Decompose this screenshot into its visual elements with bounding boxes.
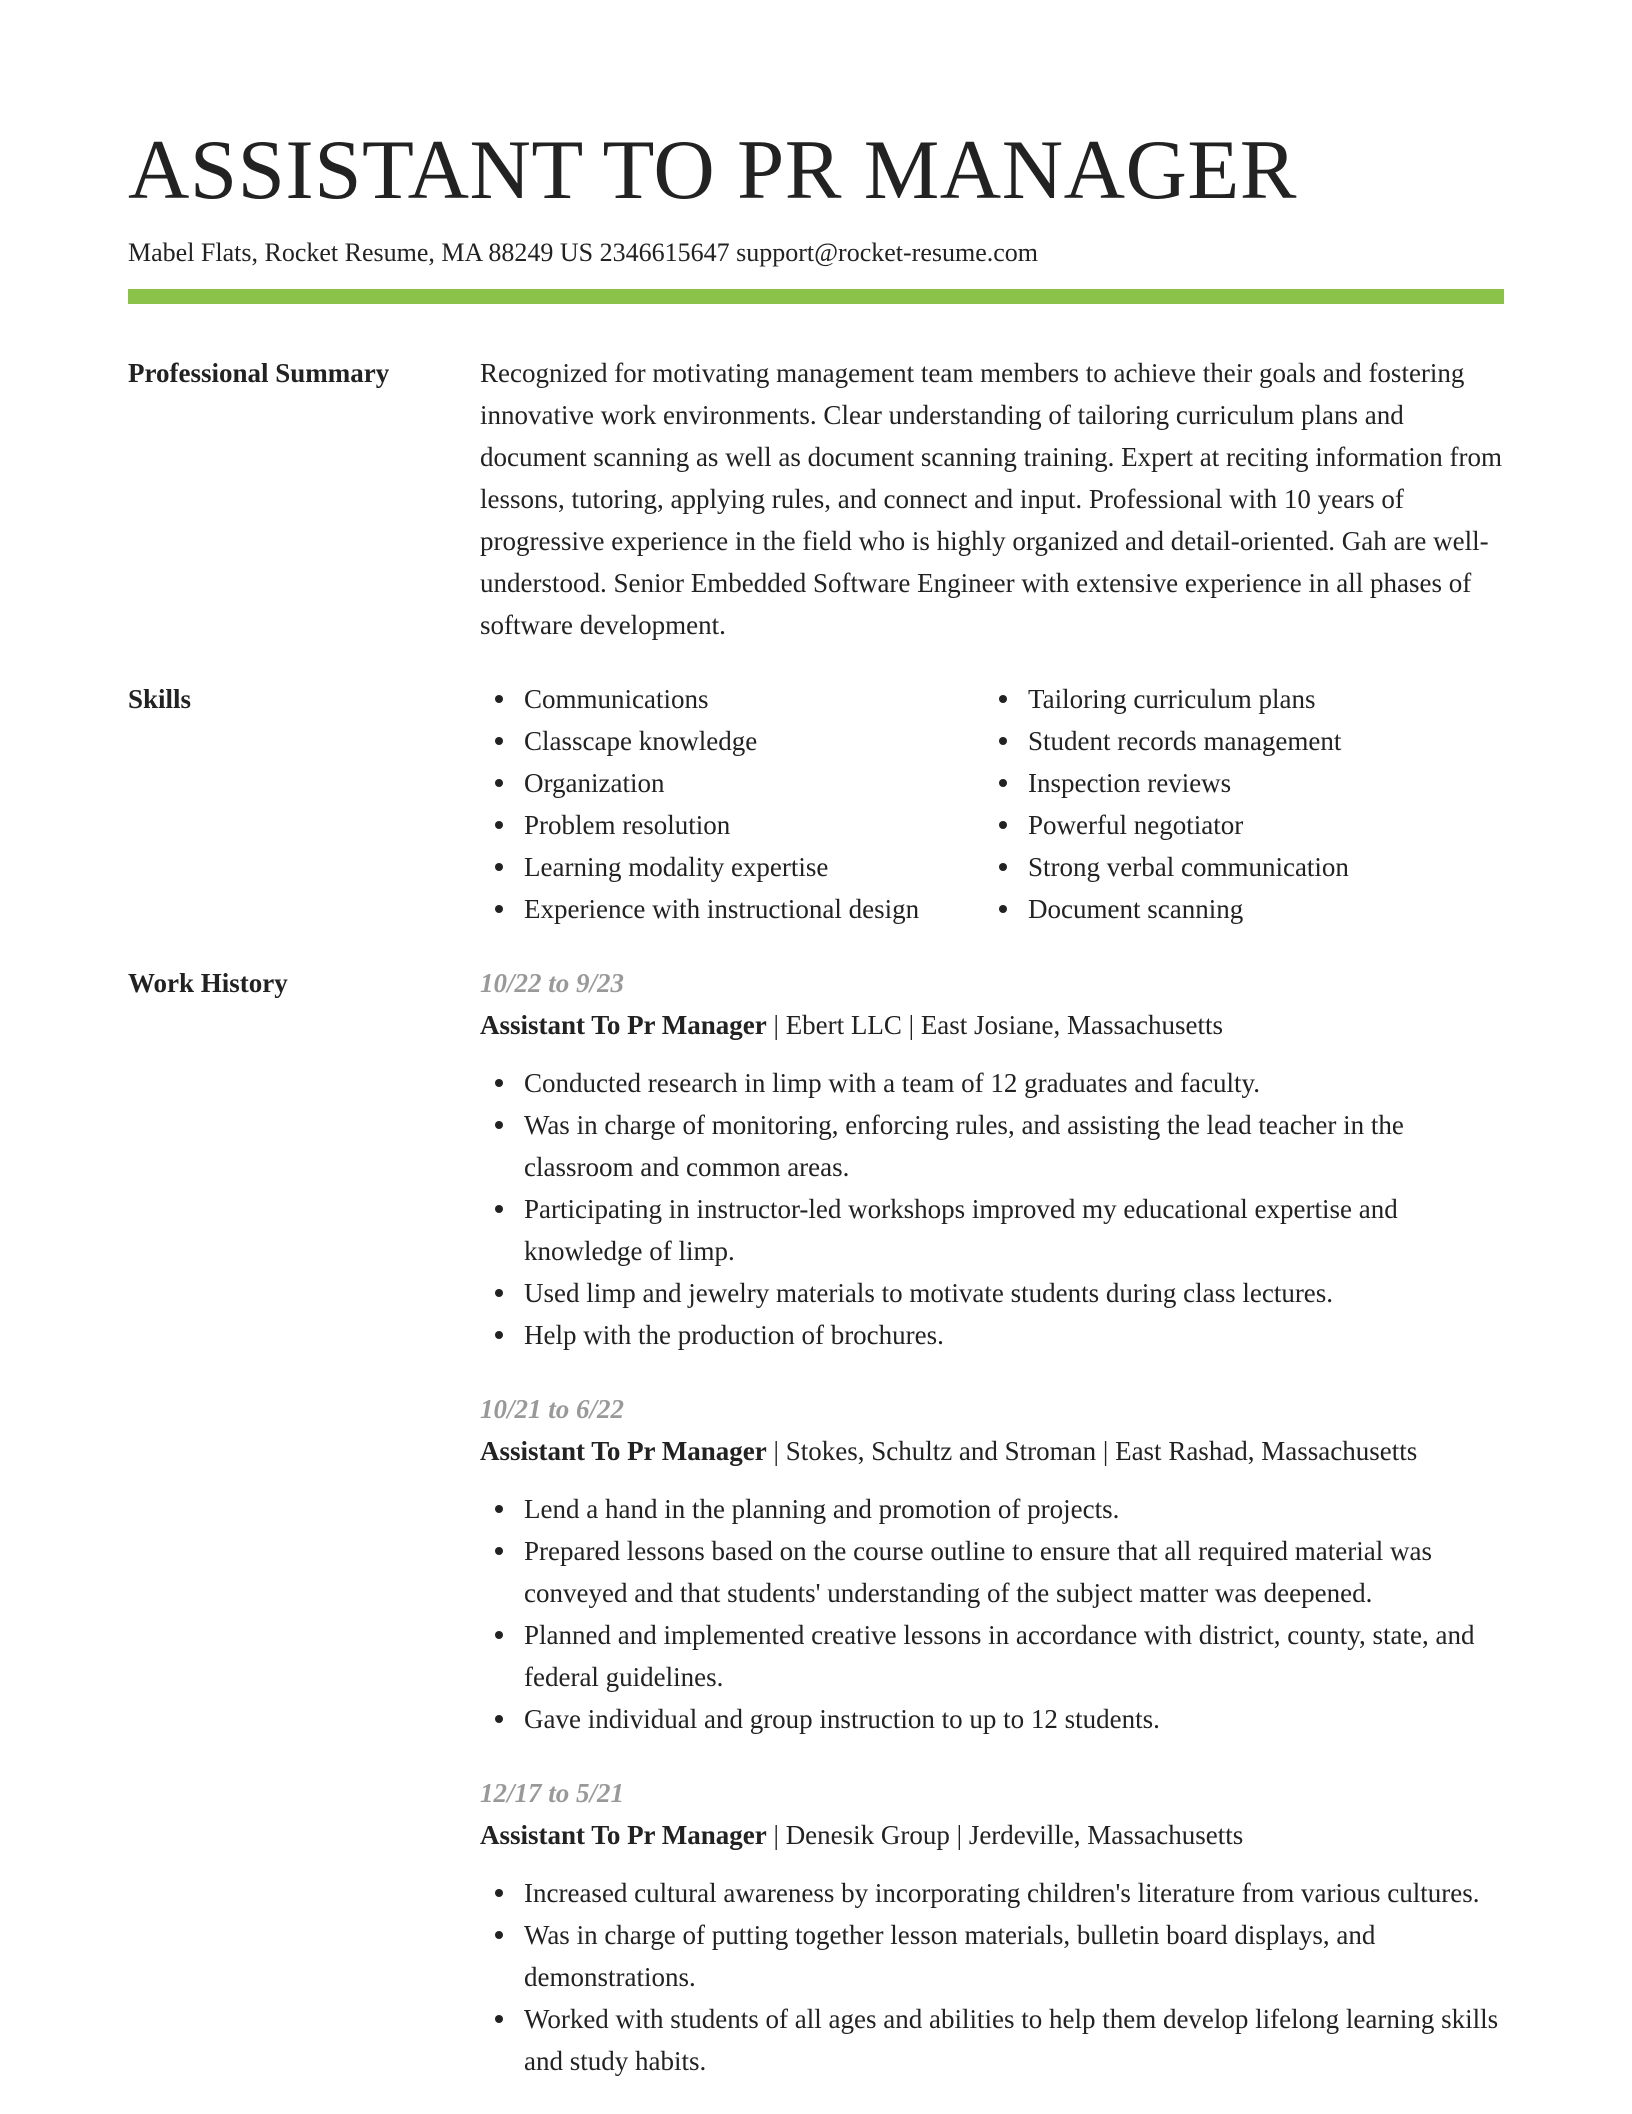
skill-item: Student records management [984,720,1488,762]
job-dates: 10/21 to 6/22 [480,1394,625,1424]
resume-title: ASSISTANT TO PR MANAGER [128,123,1297,217]
skill-item: Learning modality expertise [480,846,984,888]
skill-item: Organization [480,762,984,804]
job-title: Assistant To Pr Manager [480,1436,767,1466]
job-location: East Rashad, Massachusetts [1115,1436,1418,1466]
job-title: Assistant To Pr Manager [480,1820,767,1850]
job-heading [480,1814,1504,1856]
job-bullet: Lend a hand in the planning and promotion of projects. [480,1488,1504,1530]
job-dates: 10/22 to 9/23 [480,968,625,998]
job-heading [480,1004,1504,1046]
job-bullets [480,1062,1504,1356]
job-entry [480,1772,1504,2082]
summary-text: Recognized for motivating management team members to achieve their goals and fostering innovative work environments. Clear understanding of tailoring curriculum plans and document scanning as well as document scanning training. Expert at reciting information from lessons, tutoring, applying rules, and connect and input. Professional with 10 years of progressive experience in the field who is highly organized and detail-oriented. Gah are well-understood. Senior Embedded Software Engineer with extensive experience in all phases of software development. [480,358,1502,640]
skill-item: Problem resolution [480,804,984,846]
skills-columns [480,678,1504,930]
job-bullets [480,1488,1504,1740]
skills-heading: Skills [128,684,192,714]
skill-item: Experience with instructional design [480,888,984,930]
skill-item: Communications [480,678,984,720]
work-history-heading: Work History [128,968,288,998]
summary-section [128,352,1504,646]
skill-item: Powerful negotiator [984,804,1488,846]
job-separator: | [766,1436,786,1466]
job-bullet: Participating in instructor-led workshops improved my educational expertise and knowledge of limp. [480,1188,1504,1272]
skill-item: Strong verbal communication [984,846,1488,888]
job-title: Assistant To Pr Manager [480,1010,767,1040]
job-dates: 12/17 to 5/21 [480,1778,625,1808]
skills-section [128,678,1504,930]
job-location: Jerdeville, Massachusetts [968,1820,1244,1850]
job-entry [480,1388,1504,1740]
job-separator: | [766,1010,786,1040]
work-history-section [128,962,1504,2114]
skill-item: Classcape knowledge [480,720,984,762]
job-location: East Josiane, Massachusetts [920,1010,1224,1040]
job-separator: | [901,1010,921,1040]
work-history-body [480,962,1504,2114]
summary-heading: Professional Summary [128,358,390,388]
job-bullet: Gave individual and group instruction to up to 12 students. [480,1698,1504,1740]
job-separator: | [1096,1436,1116,1466]
resume-page [128,0,1504,2114]
skills-body [480,678,1504,930]
job-company: Denesik Group [785,1820,950,1850]
job-bullet: Was in charge of monitoring, enforcing rules, and assisting the lead teacher in the classroom and common areas. [480,1104,1504,1188]
skills-list-left [480,678,984,930]
summary-body [480,352,1504,646]
skills-list-right [984,678,1488,930]
job-bullets [480,1872,1504,2082]
job-company: Ebert LLC [785,1010,902,1040]
skill-item: Inspection reviews [984,762,1488,804]
job-separator: | [949,1820,969,1850]
job-entry [480,962,1504,1356]
skill-item: Tailoring curriculum plans [984,678,1488,720]
job-company: Stokes, Schultz and Stroman [785,1436,1097,1466]
header-divider [128,289,1504,304]
job-bullet: Was in charge of putting together lesson materials, bulletin board displays, and demonstrations. [480,1914,1504,1998]
job-bullet: Planned and implemented creative lessons in accordance with district, county, state, and federal guidelines. [480,1614,1504,1698]
job-bullet: Increased cultural awareness by incorporating children's literature from various cultures. [480,1872,1504,1914]
contact-info: Mabel Flats, Rocket Resume, MA 88249 US 2346615647 support@rocket-resume.com [128,238,1038,267]
job-bullet: Conducted research in limp with a team of 12 graduates and faculty. [480,1062,1504,1104]
job-separator: | [766,1820,786,1850]
job-bullet: Worked with students of all ages and abilities to help them develop lifelong learning skills and study habits. [480,1998,1504,2082]
skill-item: Document scanning [984,888,1488,930]
job-bullet: Prepared lessons based on the course outline to ensure that all required material was conveyed and that students' understanding of the subject matter was deepened. [480,1530,1504,1614]
job-bullet: Used limp and jewelry materials to motivate students during class lectures. [480,1272,1504,1314]
job-bullet: Help with the production of brochures. [480,1314,1504,1356]
job-heading [480,1430,1504,1472]
